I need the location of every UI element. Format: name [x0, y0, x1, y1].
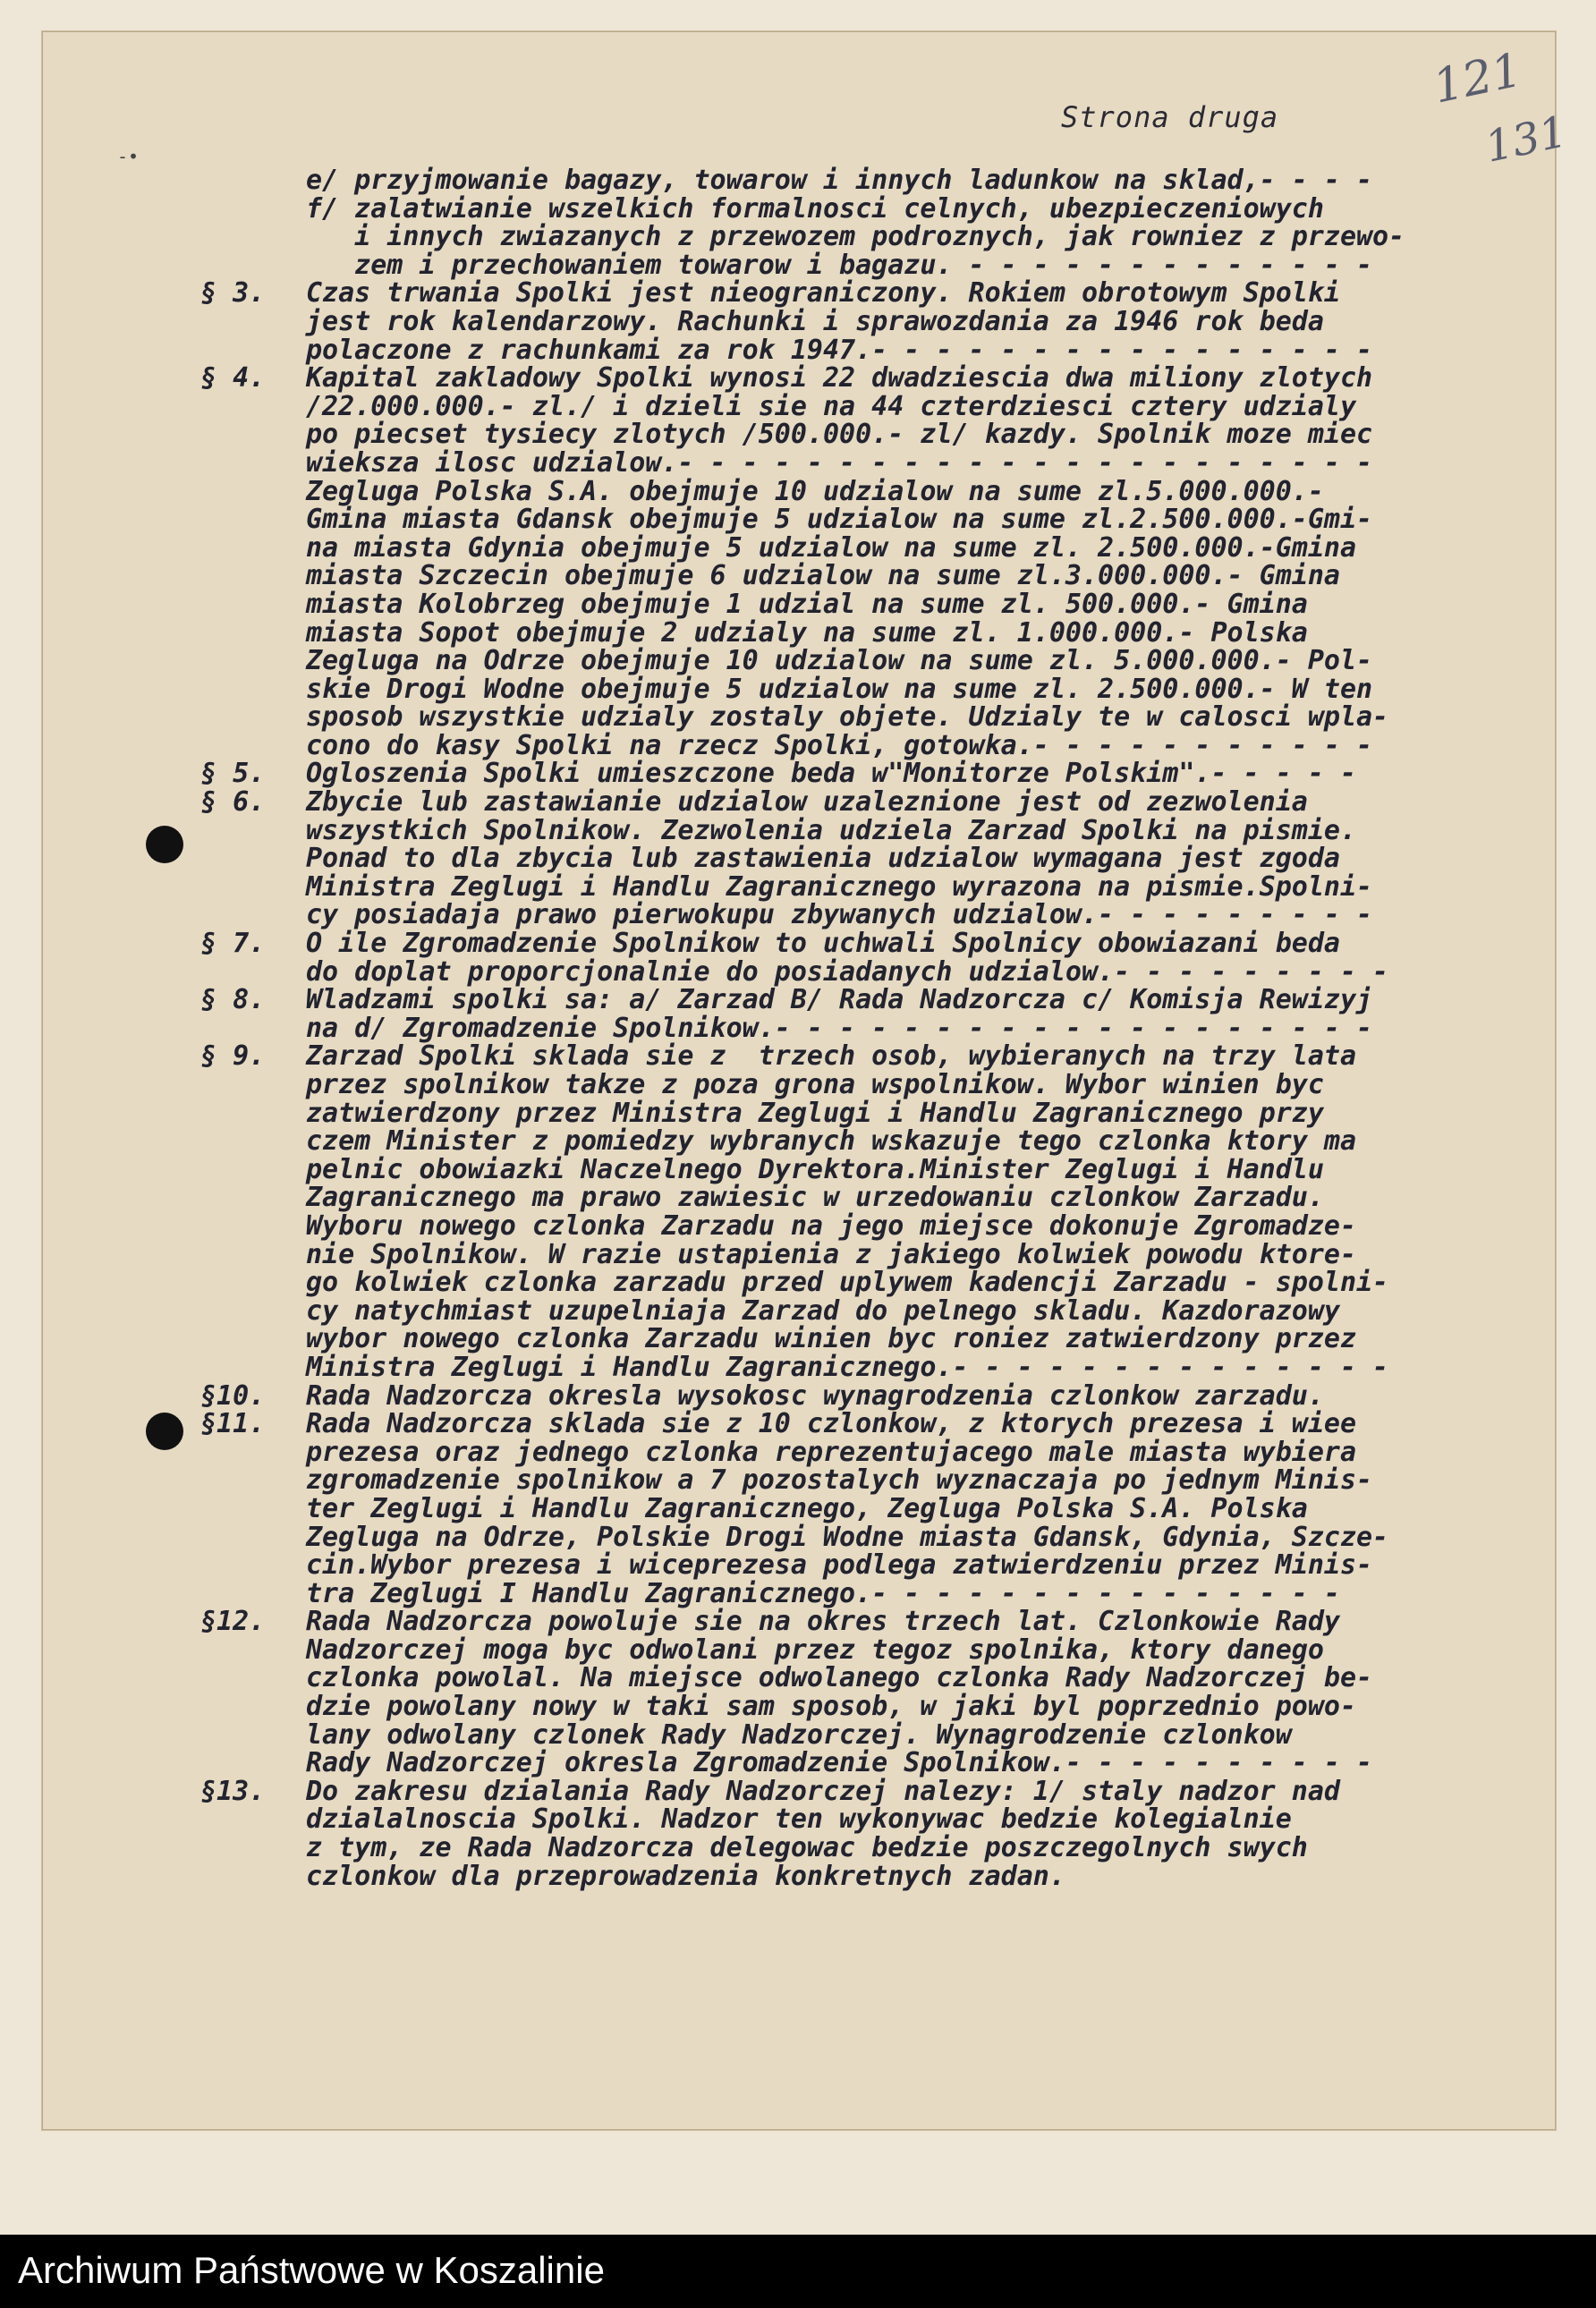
line-text: cono do kasy Spolki na rzecz Spolki, gotowka.- - - - - - - - - - - [306, 729, 1373, 761]
line-text: Rada Nadzorcza powoluje sie na okres trzech lat. Czlonkowie Rady [306, 1606, 1340, 1638]
line-text: zem i przechowaniem towarow i bagazu. - - - - - - - - - - - - - [306, 249, 1373, 281]
archive-name: Archiwum Państwowe w Koszalinie [18, 2249, 605, 2291]
text-line [200, 1775, 1566, 1807]
text-line [206, 166, 1566, 195]
text-line [206, 814, 1566, 846]
text-line [206, 1749, 1566, 1778]
line-text: Ministra Zeglugi i Handlu Zagranicznego.- - - - - - - - - - - - - - [306, 1351, 1389, 1383]
margin-mark: -• [117, 146, 140, 167]
text-line [206, 1184, 1566, 1212]
line-text: nie Spolnikow. W razie ustapienia z jakiego kolwiek powodu ktore- [306, 1238, 1356, 1270]
text-line [206, 1153, 1566, 1185]
text-line [206, 192, 1566, 225]
line-text: Gmina miasta Gdansk obejmuje 5 udzialow na sume zl.2.500.000.-Gmi- [306, 504, 1373, 536]
line-text: Zarzad Spolki sklada sie z trzech osob, wybieranych na trzy lata [306, 1040, 1356, 1073]
text-line [206, 562, 1566, 590]
text-line [206, 1551, 1566, 1580]
punch-hole [146, 826, 183, 863]
line-text: Do zakresu dzialania Rady Nadzorczej nalezy: 1/ staly nadzor nad [306, 1775, 1340, 1807]
text-line [206, 955, 1566, 988]
line-text: Ministra Zeglugi i Handlu Zagranicznego wyrazona na pismie.Spolni- [306, 870, 1373, 903]
line-text: Zagranicznego ma prawo zawiesic w urzedowaniu czlonkow Zarzadu. [306, 1182, 1324, 1214]
line-text: Wyboru nowego czlonka Zarzadu na jego miejsce dokonuje Zgromadze- [306, 1209, 1356, 1242]
line-text: Zegluga na Odrze obejmuje 10 udzialow na sume zl. 5.000.000.- Pol- [306, 645, 1373, 677]
text-line [200, 786, 1566, 819]
text-line [206, 1325, 1566, 1353]
text-line [206, 1492, 1566, 1524]
line-text: O ile Zgromadzenie Spolnikow to uchwali Spolnicy obowiazani beda [306, 928, 1340, 960]
text-line [206, 1353, 1566, 1382]
line-text: miasta Kolobrzeg obejmuje 1 udzial na sume zl. 500.000.- Gmina [306, 588, 1308, 620]
line-text: Kapital zakladowy Spolki wynosi 22 dwadziescia dwa miliony zlotych [306, 362, 1373, 395]
text-line [200, 758, 1566, 790]
line-text: zgromadzenie spolnikow a 7 pozostalych wyznaczaja po jednym Minis- [306, 1464, 1373, 1497]
paragraph-marker: §10. [200, 1379, 266, 1412]
line-text: tra Zeglugi I Handlu Zagranicznego.- - - - - - - - - - - - - - - [306, 1577, 1340, 1609]
text-line [206, 616, 1566, 649]
text-line [206, 647, 1566, 675]
text-line [206, 1438, 1566, 1467]
paragraph-marker: §12. [200, 1606, 266, 1638]
line-text: na d/ Zgromadzenie Spolnikow.- - - - - - - - - - - - - - - - - - - [306, 1012, 1373, 1044]
text-line [206, 729, 1566, 761]
document-body [200, 165, 1566, 1892]
text-line [206, 305, 1566, 337]
text-line [206, 1209, 1566, 1242]
text-line [206, 1099, 1566, 1128]
text-line [206, 1523, 1566, 1552]
text-line [206, 1805, 1566, 1834]
line-text: polaczone z rachunkami za rok 1947.- - - - - - - - - - - - - - - - [306, 334, 1373, 366]
line-text: /22.000.000.- zl./ i dzieli sie na 44 czterdziesci cztery udzialy [306, 390, 1356, 422]
text-line [200, 1606, 1566, 1638]
text-line [200, 984, 1566, 1016]
line-text: czlonkow dla przeprowadzenia konkretnych zadan. [306, 1860, 1065, 1892]
line-text: wszystkich Spolnikow. Zezwolenia udziela Zarzad Spolki na pismie. [306, 814, 1356, 846]
line-text: czlonka powolal. Na miejsce odwolanego czlonka Rady Nadzorczej be- [306, 1662, 1373, 1694]
line-text: Wladzami spolki sa: a/ Zarzad B/ Rada Nadzorcza c/ Komisja Rewizyj [306, 984, 1373, 1016]
line-text: i innych zwiazanych z przewozem podroznych, jak rowniez z przewo- [306, 221, 1405, 253]
line-text: czem Minister z pomiedzy wybranych wskazuje tego czlonka ktory ma [306, 1125, 1356, 1158]
line-text: prezesa oraz jednego czlonka reprezentujacego male miasta wybiera [306, 1436, 1356, 1468]
line-text: Ogloszenia Spolki umieszczone beda w"Monitorze Polskim".- - - - - [306, 758, 1356, 790]
text-line [206, 675, 1566, 704]
text-line [200, 1408, 1566, 1440]
line-text: go kolwiek czlonka zarzadu przed uplywem kadencji Zarzadu - spolni- [306, 1267, 1389, 1299]
line-text: Rada Nadzorcza sklada sie z 10 czlonkow, z ktorych prezesa i wiee [306, 1408, 1356, 1440]
paragraph-marker: §13. [200, 1775, 266, 1807]
line-text: z tym, ze Rada Nadzorcza delegowac bedzie poszczegolnych swych [306, 1832, 1308, 1864]
text-line [206, 1664, 1566, 1693]
text-line [206, 1071, 1566, 1099]
line-text: f/ zalatwianie wszelkich formalnosci celnych, ubezpieczeniowych [306, 192, 1324, 225]
text-line [206, 1127, 1566, 1156]
text-line [206, 531, 1566, 564]
line-text: pelnic obowiazki Naczelnego Dyrektora.Minister Zeglugi i Handlu [306, 1153, 1324, 1185]
line-text: miasta Sopot obejmuje 2 udzialy na sume zl. 1.000.000.- Polska [306, 616, 1308, 649]
line-text: lany odwolany czlonek Rady Nadzorczej. Wynagrodzenie czlonkow [306, 1718, 1292, 1751]
text-line [206, 1633, 1566, 1666]
text-line [206, 251, 1566, 280]
line-text: dzialalnoscia Spolki. Nadzor ten wykonywac bedzie kolegialnie [306, 1803, 1292, 1836]
text-line [206, 1466, 1566, 1495]
text-line [200, 928, 1566, 960]
line-text: Rady Nadzorczej okresla Zgromadzenie Spolnikow.- - - - - - - - - - [306, 1747, 1373, 1779]
text-line [206, 1693, 1566, 1721]
line-text: miasta Szczecin obejmuje 6 udzialow na sume zl.3.000.000.- Gmina [306, 560, 1340, 592]
line-text: wybor nowego czlonka Zarzadu winien byc roniez zatwierdzony przez [306, 1323, 1356, 1355]
line-text: cy posiadaja prawo pierwokupu zbywanych udzialow.- - - - - - - - - [306, 899, 1373, 931]
text-line [206, 223, 1566, 251]
text-line [206, 505, 1566, 534]
line-text: Zegluga Polska S.A. obejmuje 10 udzialow na sume zl.5.000.000.- [306, 475, 1324, 507]
paragraph-marker: § 4. [200, 362, 266, 395]
line-text: skie Drogi Wodne obejmuje 5 udzialow na sume zl. 2.500.000.- W ten [306, 673, 1373, 705]
text-line [200, 1040, 1566, 1073]
text-line [206, 901, 1566, 929]
paragraph-marker: § 5. [200, 758, 266, 790]
text-line [206, 870, 1566, 903]
text-line [206, 844, 1566, 873]
text-line [206, 1269, 1566, 1297]
punch-hole [146, 1413, 183, 1450]
line-text: Zegluga na Odrze, Polskie Drogi Wodne miasta Gdansk, Gdynia, Szcze- [306, 1521, 1389, 1553]
text-line [206, 1860, 1566, 1892]
paragraph-marker: § 6. [200, 786, 266, 819]
text-line [206, 336, 1566, 365]
paragraph-marker: § 8. [200, 984, 266, 1016]
line-text: wieksza ilosc udzialow.- - - - - - - - - - - - - - - - - - - - - - [306, 446, 1373, 479]
line-text: dzie powolany nowy w taki sam sposob, w jaki byl poprzednio powo- [306, 1691, 1356, 1723]
paragraph-marker: § 9. [200, 1040, 266, 1073]
archive-footer [0, 2235, 1596, 2308]
folio-number-alt: 131 [1481, 106, 1572, 173]
page-header: Strona druga [1061, 100, 1279, 134]
line-text: sposob wszystkie udzialy zostaly objete. Udzialy te w calosci wpla- [306, 701, 1389, 734]
text-line [206, 1294, 1566, 1327]
paragraph-marker: §11. [200, 1408, 266, 1440]
text-line [206, 446, 1566, 479]
folio-number: 121 [1428, 43, 1527, 115]
text-line [200, 362, 1566, 395]
paragraph-marker: § 7. [200, 928, 266, 960]
line-text: Czas trwania Spolki jest nieograniczony. Rokiem obrotowym Spolki [306, 277, 1340, 310]
line-text: Ponad to dla zbycia lub zastawienia udzialow wymagana jest zgoda [306, 843, 1340, 875]
text-line [206, 1577, 1566, 1609]
line-text: zatwierdzony przez Ministra Zeglugi i Handlu Zagranicznego przy [306, 1097, 1324, 1129]
text-line [206, 1718, 1566, 1751]
line-text: e/ przyjmowanie bagazy, towarow i innych ladunkow na sklad,- - - - [306, 165, 1373, 196]
text-line [206, 590, 1566, 619]
text-line [200, 1379, 1566, 1412]
line-text: po piecset tysiecy zlotych /500.000.- zl/ kazdy. Spolnik moze miec [306, 419, 1373, 451]
line-text: Rada Nadzorcza okresla wysokosc wynagrodzenia czlonkow zarzadu. [306, 1379, 1324, 1412]
line-text: na miasta Gdynia obejmuje 5 udzialow na sume zl. 2.500.000.-Gmina [306, 531, 1356, 564]
line-text: do doplat proporcjonalnie do posiadanych udzialow.- - - - - - - - - [306, 955, 1389, 988]
text-line [200, 277, 1566, 310]
text-line [206, 1834, 1566, 1863]
text-line [206, 1014, 1566, 1043]
text-line [206, 703, 1566, 732]
line-text: cy natychmiast uzupelniaja Zarzad do pelnego skladu. Kazdorazowy [306, 1294, 1340, 1327]
line-text: przez spolnikow takze z poza grona wspolnikow. Wybor winien byc [306, 1069, 1324, 1100]
line-text: cin.Wybor prezesa i wiceprezesa podlega zatwierdzeniu przez Minis- [306, 1549, 1373, 1582]
line-text: Nadzorczej moga byc odwolani przez tegoz spolnika, ktory danego [306, 1633, 1324, 1666]
line-text: Zbycie lub zastawianie udzialow uzaleznione jest od zezwolenia [306, 786, 1308, 819]
text-line [206, 475, 1566, 507]
line-text: ter Zeglugi i Handlu Zagranicznego, Zegluga Polska S.A. Polska [306, 1492, 1308, 1524]
paragraph-marker: § 3. [200, 277, 266, 310]
text-line [206, 420, 1566, 449]
text-line [206, 390, 1566, 422]
text-line [206, 1238, 1566, 1270]
line-text: jest rok kalendarzowy. Rachunki i sprawozdania za 1946 rok beda [306, 305, 1324, 337]
